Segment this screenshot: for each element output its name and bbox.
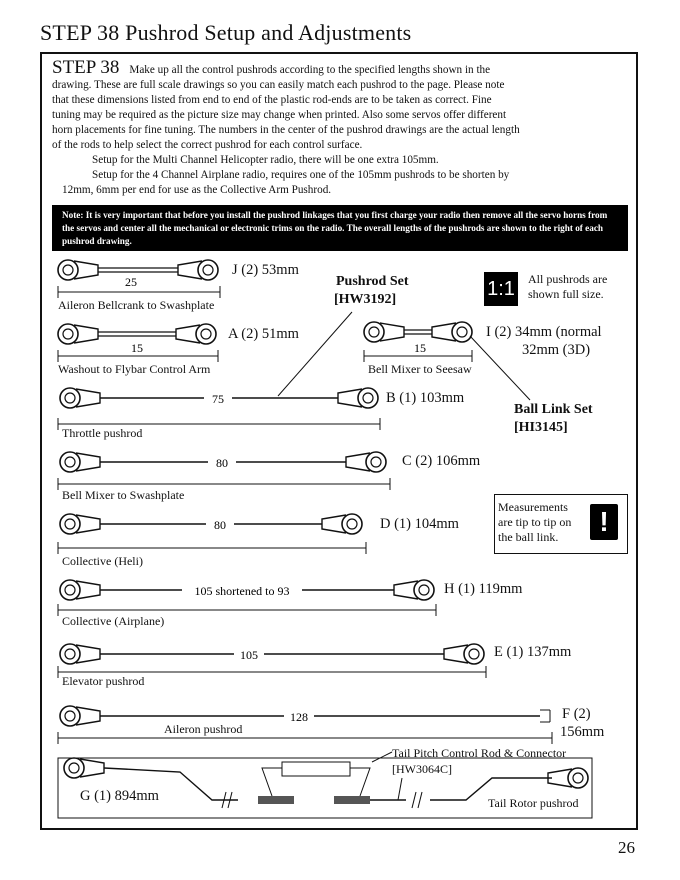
pushrod-label-c: Bell Mixer to Swashplate (62, 488, 185, 502)
intro-line: drawing. These are full scale drawings so you can easily match each pushrod to the page. Please note (52, 79, 505, 91)
leader-line (470, 336, 530, 400)
pushrod-measure-j: J (2) 53mm (232, 262, 299, 278)
pushrod-label-g: Tail Rotor pushrod (488, 796, 579, 810)
important-note: Note: It is very important that before you install the pushrod linkages that you first charge your radio then remove all the servo horns from the servos and center all the mechanical or electronic trims on the radio. The overall lengths of the pushrods are shown to the right of each pushrod drawing. (52, 205, 628, 251)
pushrod-measure-c: C (2) 106mm (402, 453, 481, 469)
rod-length-f: 128 (290, 710, 308, 724)
ball-link-set-label: Ball Link Set (514, 402, 593, 417)
pushrod-measure-h: H (1) 119mm (444, 581, 523, 597)
warning-icon: ! (590, 504, 618, 540)
pushrod-label-e: Elevator pushrod (62, 674, 145, 688)
pushrod-set-part-number: [HW3192] (334, 292, 397, 307)
rod-length-c: 80 (216, 456, 228, 470)
rod-length-e: 105 (240, 648, 258, 662)
connector-part-number: [HW3064C] (392, 762, 452, 776)
pushrod-label-i: Bell Mixer to Seesaw (368, 362, 472, 376)
step-label: STEP 38 (52, 57, 120, 78)
pushrod-measure-i: I (2) 34mm (normal (486, 324, 602, 340)
pushrod-measure-i-3d: 32mm (3D) (522, 342, 591, 358)
measurement-note (498, 500, 588, 545)
full-size-note-line: shown full size. (528, 287, 604, 301)
page-title: STEP 38 Pushrod Setup and Adjustments (40, 20, 412, 45)
intro-line: tuning may be required as the picture size may change when printed. Also some servos offer different (52, 109, 507, 121)
heli-note: Setup for the Multi Channel Helicopter radio, there will be one extra 105mm. (92, 154, 439, 166)
airplane-note: Setup for the 4 Channel Airplane radio, requires one of the 105mm pushrods to be shorten by (92, 169, 510, 181)
scale-badge: 1:1 (484, 272, 518, 306)
rod-length-i: 15 (414, 341, 426, 355)
pushrod-measure-b: B (1) 103mm (386, 390, 465, 406)
pushrod-set-label: Pushrod Set (336, 274, 409, 289)
rod-length-h: 105 shortened to 93 (194, 584, 290, 598)
rod-length-a: 15 (131, 341, 143, 355)
measurement-note-line: the ball link. (498, 530, 559, 544)
pushrod-e-drawing (58, 644, 486, 678)
pushrod-label-f: Aileron pushrod (164, 722, 243, 736)
measurement-note-line: Measurements (498, 500, 568, 514)
pushrod-measure-e: E (1) 137mm (494, 644, 572, 660)
rod-length-d: 80 (214, 518, 226, 532)
pushrod-measure-f-length: 156mm (560, 724, 605, 740)
rod-length-b: 75 (212, 392, 224, 406)
intro-line: Make up all the control pushrods according to the specified lengths shown in the (129, 64, 491, 76)
intro-line: that these dimensions listed from end to end of the plastic rod-ends are to be taken as correct. Fine (52, 94, 492, 106)
pushrod-label-h: Collective (Airplane) (62, 614, 165, 628)
pushrod-label-d: Collective (Heli) (62, 554, 143, 568)
connector-label: Tail Pitch Control Rod & Connector (392, 746, 567, 760)
pushrod-measure-a: A (2) 51mm (228, 326, 299, 342)
pushrod-label-j: Aileron Bellcrank to Swashplate (58, 298, 215, 312)
pushrod-label-b: Throttle pushrod (62, 426, 143, 440)
leader-line (278, 312, 352, 396)
full-size-note-line: All pushrods are (528, 272, 608, 286)
ball-link-set-part-number: [HI3145] (514, 420, 568, 435)
airplane-note-cont: 12mm, 6mm per end for use as the Collective Arm Pushrod. (62, 184, 332, 196)
measurement-note-line: are tip to tip on (498, 515, 572, 529)
pushrod-measure-g: G (1) 894mm (80, 788, 159, 804)
pushrod-label-a: Washout to Flybar Control Arm (58, 362, 211, 376)
intro-line: horn placements for fine tuning. The numbers in the center of the pushrod drawings are the actual length (52, 124, 520, 136)
rod-length-j: 25 (125, 275, 137, 289)
page-number: 26 (618, 838, 635, 857)
intro-line: of the rods to help select the correct pushrod for each control surface. (52, 139, 363, 151)
pushrod-measure-f: F (2) (562, 706, 591, 722)
pushrod-measure-d: D (1) 104mm (380, 516, 459, 532)
full-size-note (528, 272, 628, 302)
